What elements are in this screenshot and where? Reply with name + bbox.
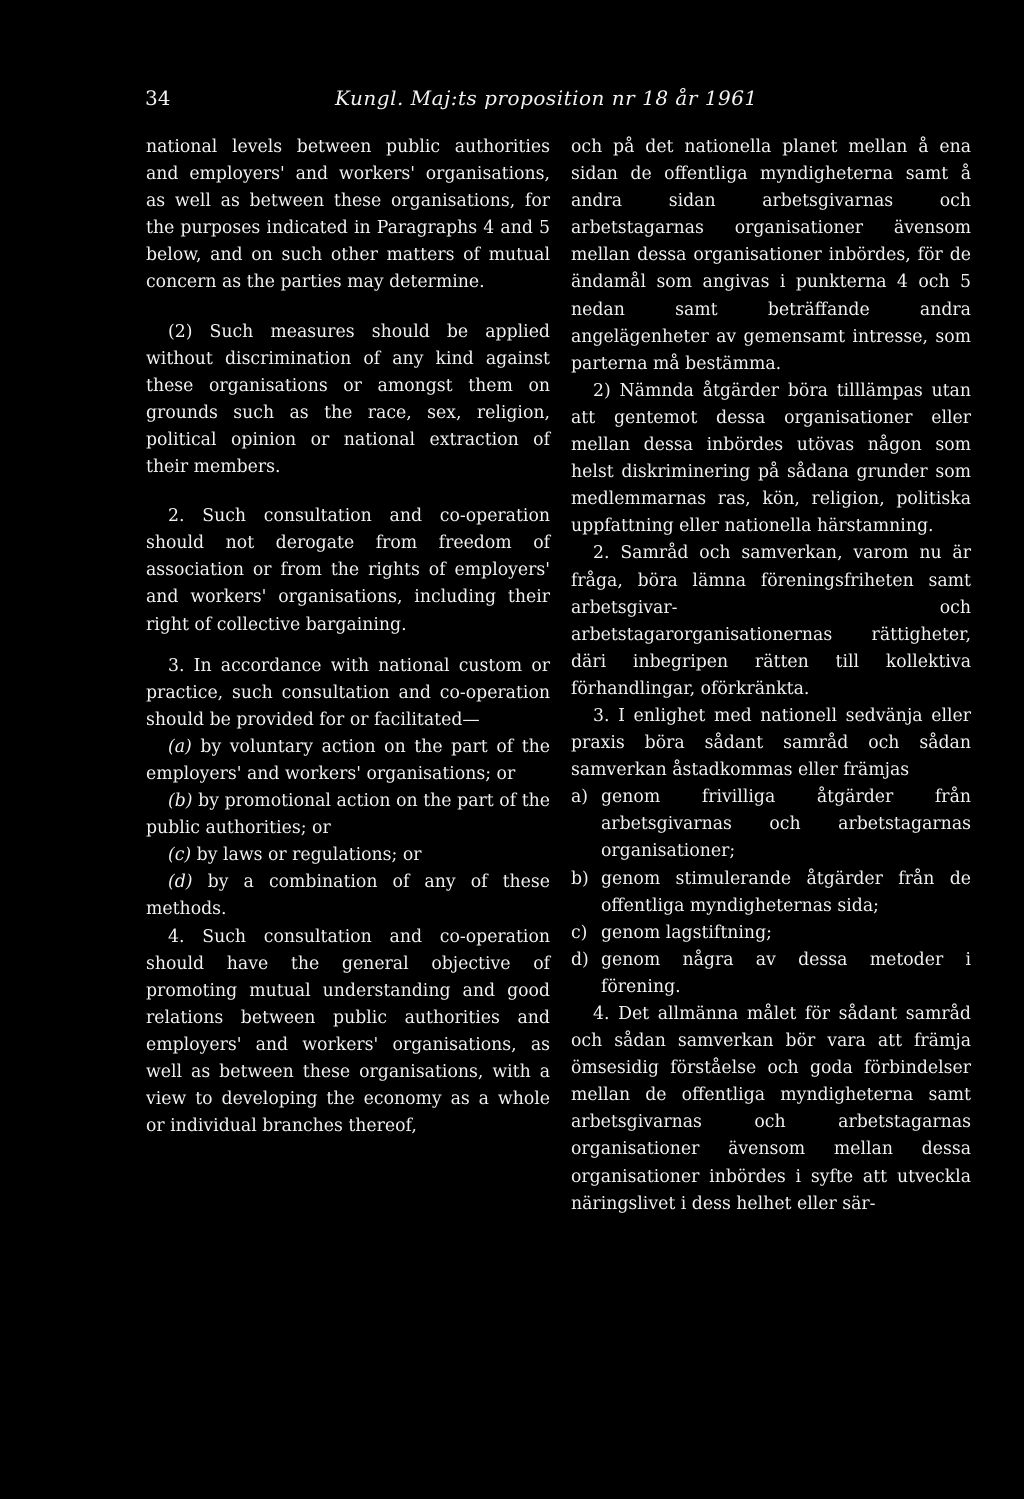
sv-item-text: genom frivilliga åtgärder från arbetsgivarnas och arbetstagarnas organisationer; [601,787,971,862]
swedish-column [571,134,971,1218]
english-column [146,134,550,1140]
en-item-d [146,869,550,923]
page-number: 34 [145,86,171,110]
en-item-label: (b) [168,791,193,812]
en-item-text: by a combination of any of these methods. [146,872,550,920]
sv-paragraph-3: 3. I enlighet med nationell sedvänja eller praxis böra sådant samråd och sådan samverkan åstadkommas eller främjas [571,705,971,781]
sv-item-label: b) [571,868,589,889]
en-item-text: by laws or regulations; or [196,845,422,866]
sv-item-b [571,866,971,920]
sv-item-text: genom lagstiftning; [601,922,772,943]
sv-item-a [571,784,971,865]
sv-item-text: genom stimulerande åtgärder från de offentliga myndigheternas sida; [601,868,971,916]
en-item-label: (c) [168,845,192,866]
en-item-label: (a) [168,736,192,757]
en-item-c [146,842,550,869]
sv-paragraph-intro: och på det nationella planet mellan å ena sidan de offentliga myndigheterna samt å andra sidan arbetsgivarnas och arbetstagarnas organisationer ävensom mellan dessa organisationer inbördes, för de ändamål som angivas i punkterna 4 och 5 nedan samt beträffande andra angelägenheter av gemensamt intresse, som parterna må bestämma. [571,137,971,374]
en-paragraph-3: 3. In accordance with national custom or practice, such consultation and co-operation should be provided for or facilitated— [146,655,550,730]
en-item-label: (d) [168,872,193,893]
page-header [145,86,765,120]
sv-paragraph-4: 4. Det allmänna målet för sådant samråd och sådan samverkan bör vara att främja ömsesidig förståelse och goda förbindelser mellan de offentliga myndigheterna samt arbetsgivarnas och arbetstagarnas organisationer ävensom mellan dessa organisationer inbördes i syfte att utveckla näringslivet i dess helhet eller sär- [571,1004,971,1214]
en-item-b [146,788,550,842]
en-item-a [146,734,550,788]
sv-item-label: c) [571,922,588,943]
sv-item-text: genom några av dessa metoder i förening. [601,949,971,997]
sv-paragraph-1-2: 2) Nämnda åtgärder böra tilllämpas utan att gentemot dessa organisationer eller mellan dessa inbördes utövas någon som helst diskriminering på sådana grunder som medlemmarnas ras, kön, religion, politiska uppfattning eller nationella härstamning. [571,380,971,537]
en-paragraph-intro: national levels between public authorities and employers' and workers' organisations, as well as between these organisations, for the purposes indicated in Paragraphs 4 and 5 below, and on such other matters of mutual concern as the parties may determine. [146,137,550,293]
sv-item-c [571,920,971,947]
sv-paragraph-2: 2. Samråd och samverkan, varom nu är fråga, böra lämna föreningsfriheten samt arbetsgivar- och arbetstagarorganisationernas rättigheter, däri inbegripen rätten till kollektiva förhandlingar, oförkränkta. [571,543,971,699]
en-item-text: by promotional action on the part of the public authorities; or [146,791,550,839]
en-paragraph-4: 4. Such consultation and co-operation should have the general objective of promoting mutual understanding and good relations between public authorities and employers' and workers' organisations, as well as between these organisations, with a view to developing the economy as a whole or individual branches thereof, [146,926,550,1137]
sv-item-label: d) [571,949,589,970]
sv-item-d [571,947,971,1001]
en-paragraph-2: 2. Such consultation and co-operation should not derogate from freedom of association or from the rights of employers' and workers' organisations, including their right of collective bargaining. [146,506,550,635]
sv-item-label: a) [571,787,589,808]
en-paragraph-1-2: (2) Such measures should be applied without discrimination of any kind against these organisations or amongst them on grounds such as the race, sex, religion, political opinion or national extraction of their members. [146,321,550,478]
running-title: Kungl. Maj:ts proposition nr 18 år 1961 [335,86,758,110]
en-item-text: by voluntary action on the part of the employers' and workers' organisations; or [146,736,551,784]
